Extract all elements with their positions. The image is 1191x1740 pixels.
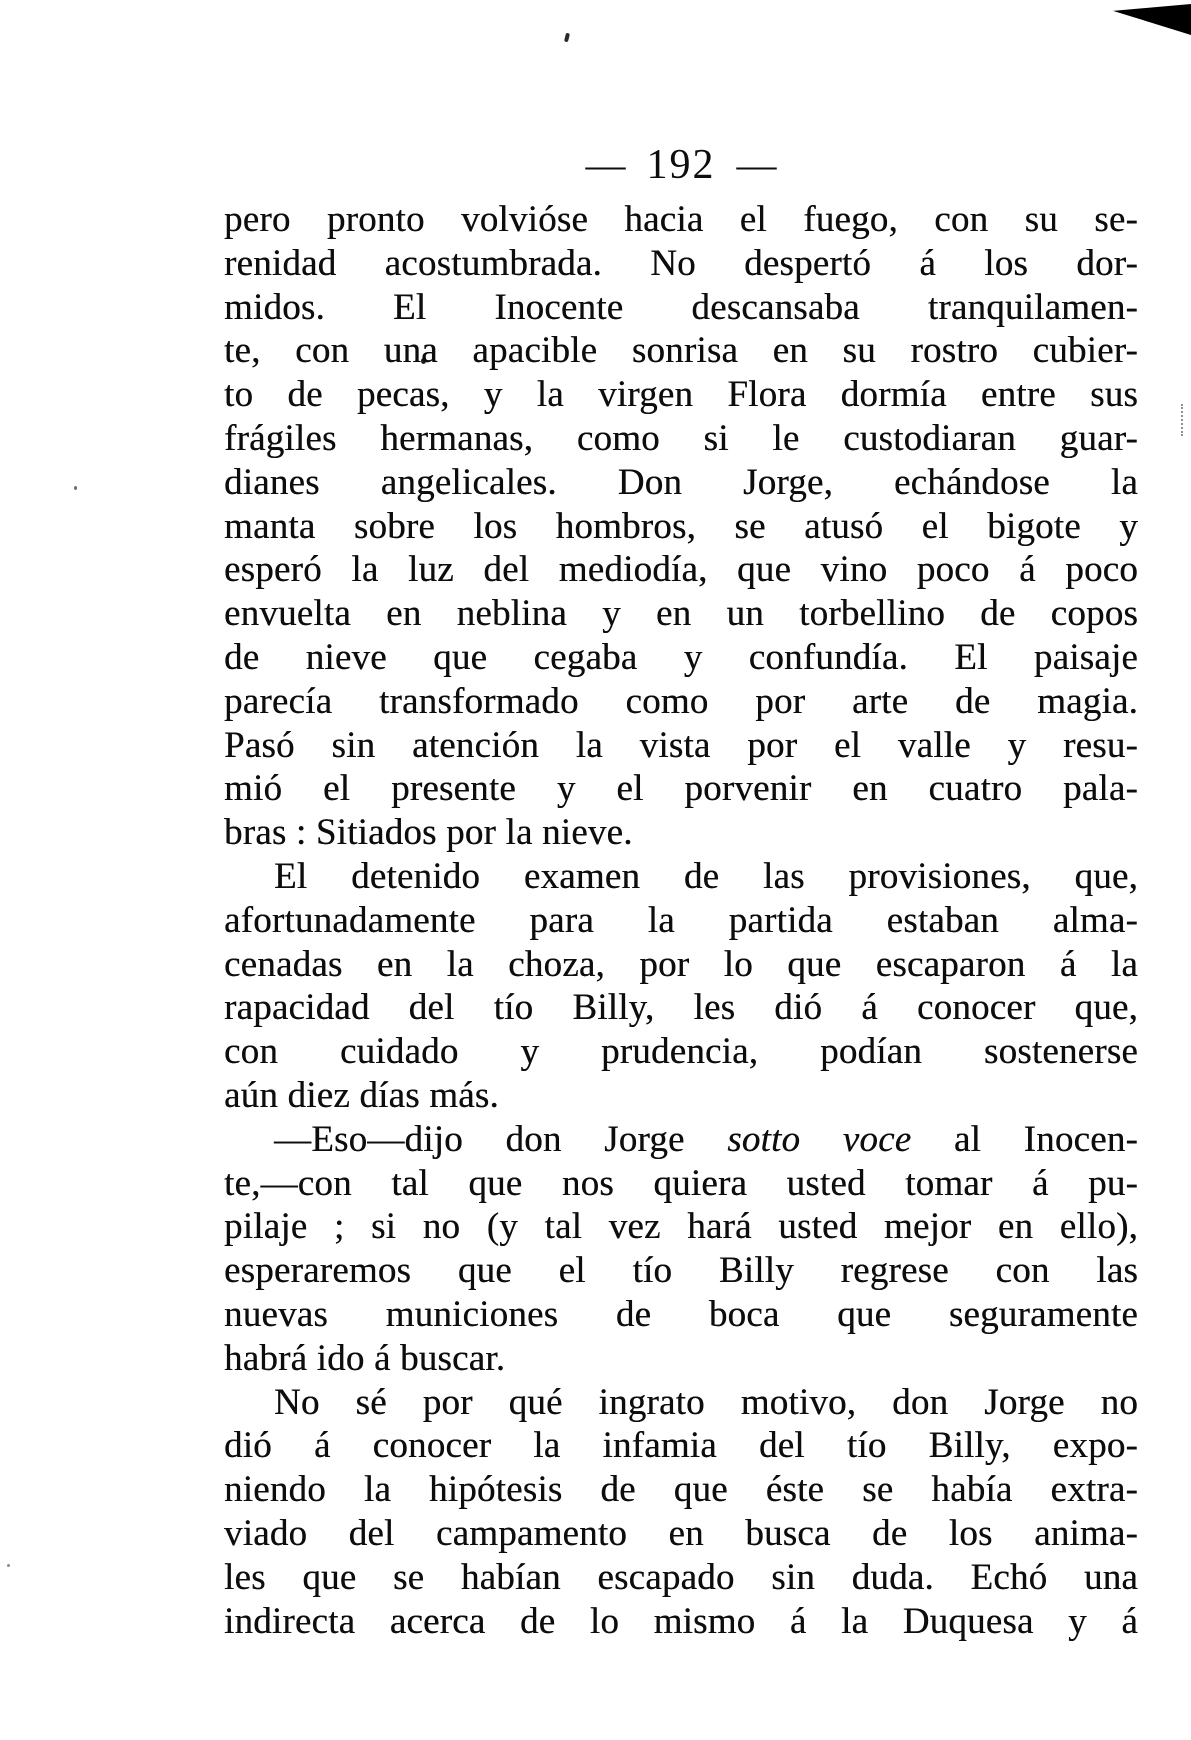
text-line: El detenido examen de las provisiones, que,: [274, 855, 1138, 897]
header-dash-right: —: [736, 142, 777, 187]
text-line: frágiles hermanas, como si le custodiaran guar-: [224, 417, 1138, 459]
text-line: con cuidado y prudencia, podían sostenerse: [224, 1031, 1138, 1073]
text-line: mió el presente y el porvenir en cuatro pala-: [224, 768, 1138, 810]
text-line: indirecta acerca de lo mismo á la Duquesa y á: [224, 1600, 1138, 1642]
text-line: manta sobre los hombros, se atusó el bigote y: [224, 505, 1138, 547]
text-line: te,—con tal que nos quiera usted tomar á pu-: [224, 1162, 1138, 1204]
text-line: pero pronto volvióse hacia el fuego, con su se-: [224, 199, 1138, 240]
page-header: [171, 142, 1191, 192]
text-line: de nieve que cegaba y confundía. El paisaje: [224, 636, 1138, 678]
ink-speck: [7, 1564, 10, 1567]
text-line: parecía transformado como por arte de magia.: [224, 680, 1138, 722]
text-line: esperaremos que el tío Billy regrese con las: [224, 1250, 1138, 1292]
scan-corner-artifact: [1113, 4, 1191, 35]
text-line: viado del campamento en busca de los anima-: [224, 1512, 1138, 1554]
text-line: No sé por qué ingrato motivo, don Jorge no: [274, 1381, 1138, 1423]
ink-speck: [74, 486, 77, 490]
text-line: les que se habían escapado sin duda. Echó una: [224, 1556, 1138, 1598]
text-line: midos. El Inocente descansaba tranquilamen-: [224, 286, 1138, 328]
text-line: pilaje ; si no (y tal vez hará usted mejor en ello),: [224, 1206, 1138, 1248]
text-line: niendo la hipótesis de que éste se había extra-: [224, 1469, 1138, 1511]
text-line: afortunadamente para la partida estaban alma-: [224, 899, 1138, 941]
text-line: bras : Sitiados por la nieve.: [224, 812, 633, 854]
text-line: te, con una apacible sonrisa en su rostro cubier-: [224, 330, 1138, 372]
text-line: esperó la luz del mediodía, que vino poco á poco: [224, 549, 1138, 591]
header-dash-left: —: [585, 142, 626, 187]
text-line: aún diez días más.: [224, 1074, 499, 1116]
text-line: rapacidad del tío Billy, les dió á conocer que,: [224, 987, 1138, 1029]
text-segment: al Inocen-: [911, 1118, 1138, 1160]
text-line: habrá ido á buscar.: [224, 1337, 506, 1379]
ink-speck: [564, 33, 570, 43]
text-line: envuelta en neblina y en un torbellino de copos: [224, 593, 1138, 635]
text-line: dianes angelicales. Don Jorge, echándose la: [224, 461, 1138, 503]
ink-speck: [1181, 404, 1183, 436]
text-line: [224, 1118, 1138, 1162]
text-segment: —Eso—dijo don Jorge: [274, 1118, 728, 1160]
text-line: cenadas en la choza, por lo que escaparon á la: [224, 943, 1138, 985]
italic-phrase: sotto voce: [727, 1118, 912, 1160]
text-line: nuevas municiones de boca que seguramente: [224, 1293, 1138, 1335]
text-line: to de pecas, y la virgen Flora dormía entre sus: [224, 374, 1138, 416]
body-text: [224, 198, 1138, 1643]
text-line: Pasó sin atención la vista por el valle y resu-: [224, 724, 1138, 766]
page-number: 192: [646, 142, 716, 188]
text-line: dió á conocer la infamia del tío Billy, expo-: [224, 1425, 1138, 1467]
text-line: renidad acostumbrada. No despertó á los dor-: [224, 242, 1138, 284]
